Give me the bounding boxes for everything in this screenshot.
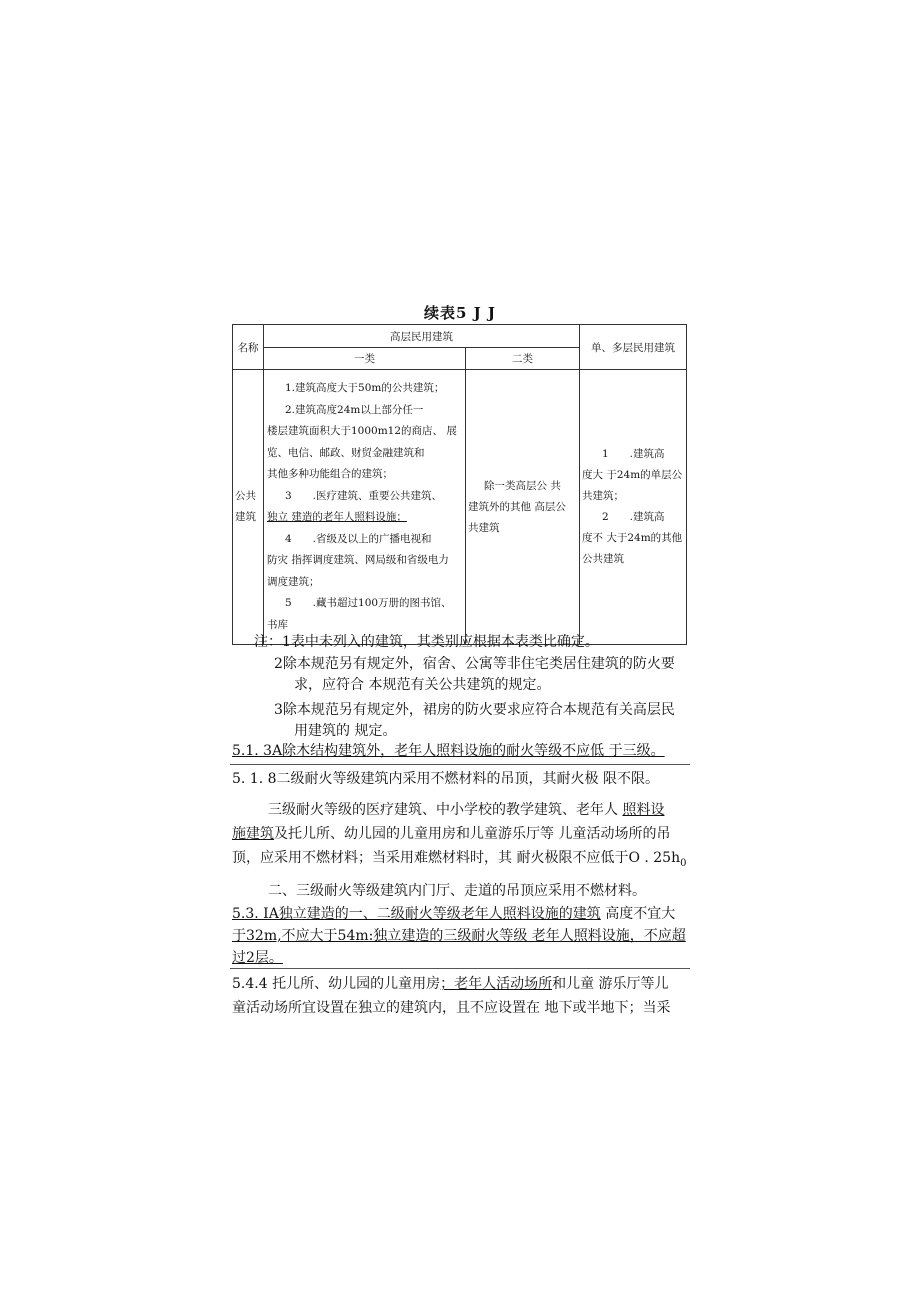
table-caption: 续表5 J J: [423, 304, 497, 322]
low-rise-cell: 1 .建筑高 度大 于24m的单层公 共建筑； 2 .建筑高 度不 大于24m的其他 公共建筑: [580, 370, 687, 645]
clause-5-1-8: 5. 1. 8二级耐火等级建筑内采用不燃材料的吊顶，其耐火极 限不限。: [232, 771, 659, 787]
clause-5-3-1a: 5.3. IA独立建造的一、二级耐火等级老年人照料设施的建筑 高度不宜大 于32m,不应大于54m:独立建造的三级耐火等级 老年人照料设施，不应超 过2层。: [232, 906, 686, 966]
header-class-two: 二类: [466, 348, 580, 370]
row-name: 公共 建筑: [233, 370, 264, 645]
building-classification-table: [232, 324, 687, 645]
class-one-cell: 1.建筑高度大于50m的公共建筑； 2.建筑高度24m以上部分任一 楼层建筑面积大于1000m12的商店、 展 览、电信、邮政、财贸金融建筑和 其他多种功能组合的建筑； 3 .医疗建筑、重要公共建筑、 独立 建造的老年人照料设施； 4 .省级及以上的广播电视和 防灾 指挥调度建筑、网局级和省级电力 调度建筑； 5 .藏书超过100万册的图书馆、 书库: [264, 370, 466, 645]
paragraph-lobby-ceiling: 二、三级耐火等级建筑内门厅、走道的吊顶应采用不燃材料。: [268, 883, 646, 899]
note-1: 注：1表中未列入的建筑，其类别应根据本表类比确定。: [254, 634, 599, 650]
table-notes: [232, 632, 702, 742]
note-2: 2除本规范另有规定外，宿舍、公寓等非住宅类居住建筑的防火要 求，应符合 本规范有关公共建筑的规定。: [274, 656, 675, 693]
separator-line: [230, 968, 690, 969]
separator-line: [230, 764, 690, 765]
header-class-one: 一类: [264, 348, 466, 370]
clause-5-1-3a: 5.1. 3A除木结构建筑外，老年人照料设施的耐火等级不应低 于三级。: [232, 743, 665, 759]
table-row: [233, 370, 687, 645]
clause-5-4-4: 5.4.4 托儿所、幼儿园的儿童用房；老年人活动场所和儿童 游乐厅等儿 童活动场所宜设置在独立的建筑内，且不应设置在 地下或半地下；当采: [232, 976, 671, 1016]
paragraph-ceiling-requirements: 三级耐火等级的医疗建筑、中小学校的教学建筑、老年人 照料设 施建筑及托儿所、幼儿园的儿童用房和儿童游乐厅等 儿童活动场所的吊 顶，应采用不燃材料；当采用难燃材料时，其 耐火极限不应低于O . $25h_0$: [232, 802, 687, 869]
header-low-rise: 单、多层民用建筑: [580, 325, 687, 370]
class-two-cell: 除一类高层公 共 建筑外的其他 高层公 共建筑: [466, 370, 580, 645]
header-high-rise: 高层民用建筑: [264, 325, 580, 348]
note-3: 3除本规范另有规定外，裙房的防火要求应符合本规范有关高层民 用建筑的 规定。: [274, 702, 675, 739]
header-name: 名称: [233, 325, 264, 370]
